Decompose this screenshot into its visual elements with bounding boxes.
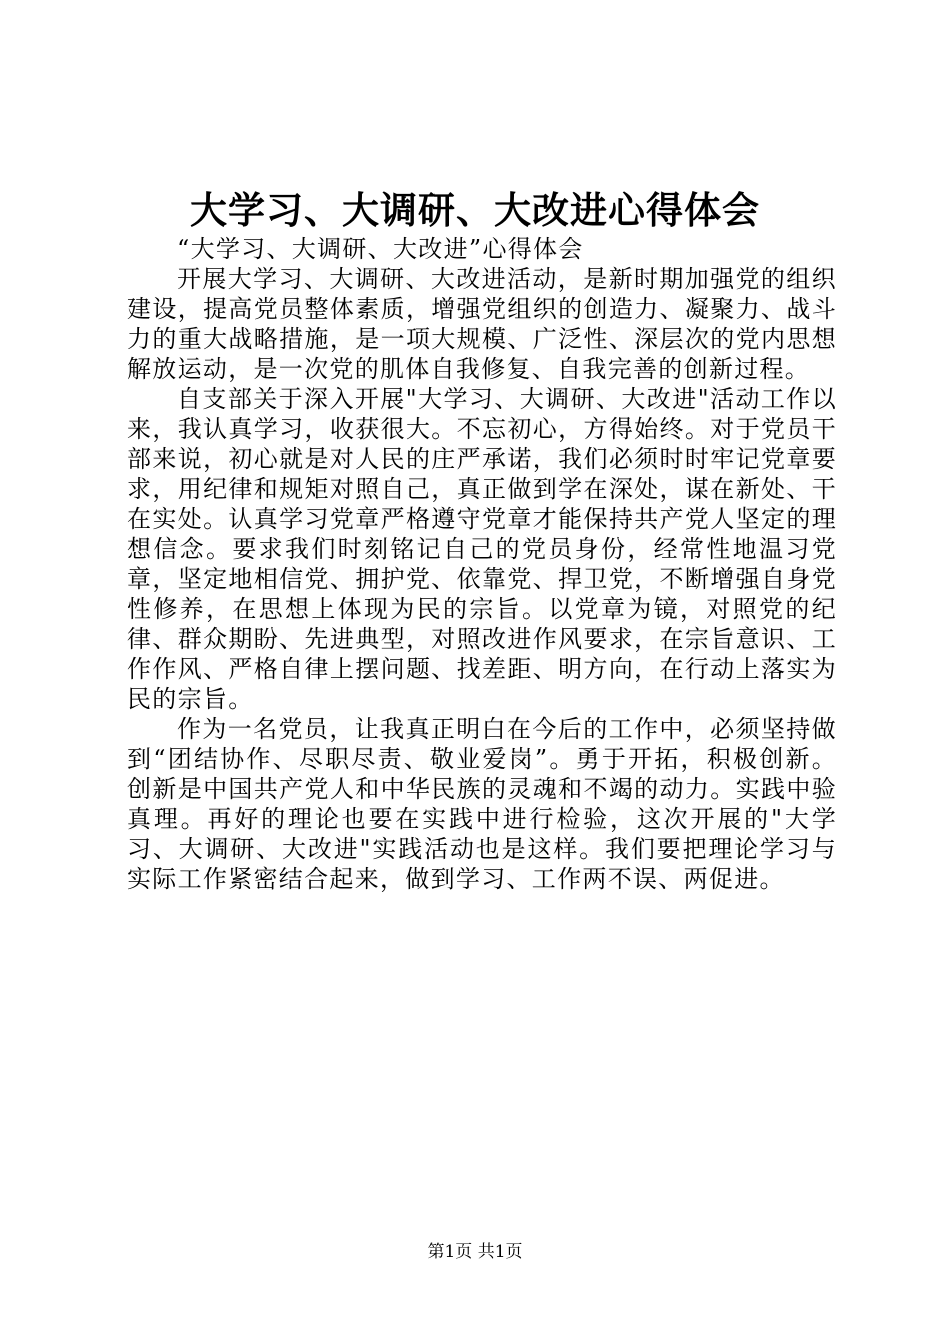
paragraph-2: 自支部关于深入开展"大学习、大调研、大改进"活动工作以来，我认真学习，收获很大。不忘初心，方得始终。对于党员干部来说，初心就是对人民的庄严承诺，我们必须时时牢记党章要求，用纪律和规矩对照自己，真正做到学在深处，谋在新处、干在实处。认真学习党章严格遵守党章才能保持共产党人坚定的理想信念。要求我们时刻铭记自己的党员身份，经常性地温习党章，坚定地相信党、拥护党、依靠党、捍卫党，不断增强自身党性修养，在思想上体现为民的宗旨。以党章为镜，对照党的纪律、群众期盼、先进典型，对照改进作风要求，在宗旨意识、工作作风、严格自律上摆问题、找差距、明方向，在行动上落实为民的宗旨。: [127, 385, 837, 713]
page-footer: 第1页 共1页: [427, 1242, 523, 1262]
paragraph-1: 开展大学习、大调研、大改进活动，是新时期加强党的组织建设，提高党员整体素质，增强党组织的创造力、凝聚力、战斗力的重大战略措施，是一项大规模、广泛性、深层次的党内思想解放运动，是一次党的肌体自我修复、自我完善的创新过程。: [127, 265, 837, 383]
paragraph-3: 作为一名党员，让我真正明白在今后的工作中，必须坚持做到“团结协作、尽职尽责、敬业爱岗”。勇于开拓，积极创新。创新是中国共产党人和中华民族的灵魂和不竭的动力。实践中验真理。再好的理论也要在实践中进行检验，这次开展的"大学习、大调研、大改进"实践活动也是这样。我们要把理论学习与实际工作紧密结合起来，做到学习、工作两不误、两促进。: [127, 715, 837, 893]
page-title: 大学习、大调研、大改进心得体会: [190, 188, 760, 232]
document-subtitle: “大学习、大调研、大改进”心得体会: [177, 235, 584, 263]
document-body: [127, 234, 837, 894]
